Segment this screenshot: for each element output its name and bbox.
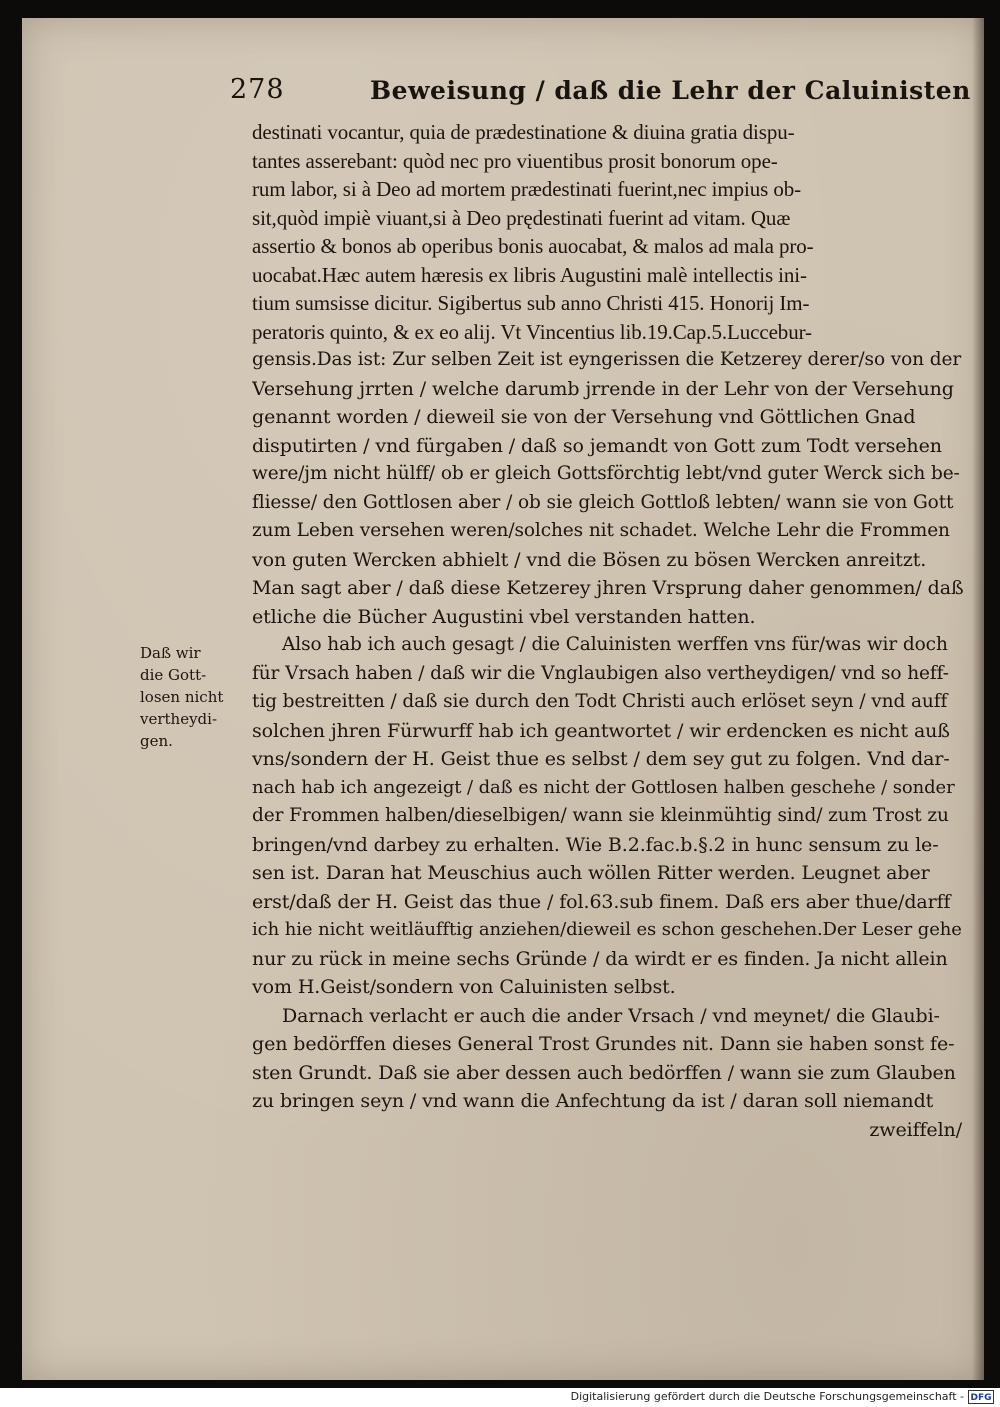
running-title: Beweisung / daß die Lehr der Caluinisten <box>370 76 971 105</box>
marginal-note-line: losen nicht <box>140 688 224 706</box>
page-number: 278 <box>230 74 285 105</box>
text-line: sten Grundt. Daß sie aber dessen auch bedörffen / wann sie zum Glauben <box>252 1061 956 1084</box>
text-line: solchen jhren Fürwurff hab ich geantwortet / wir erdencken es nicht auß <box>252 719 950 742</box>
text-line: uocabat.Hæc autem hæresis ex libris Augustini malè intellectis ini- <box>252 262 807 287</box>
text-line: nur zu rück in meine sechs Gründe / da wirdt er es finden. Ja nicht allein <box>252 947 948 970</box>
text-line: zu bringen seyn / vnd wann die Anfechtung da ist / daran soll niemandt <box>252 1090 934 1112</box>
marginal-note-line: gen. <box>140 732 173 750</box>
text-line: nach hab ich angezeigt / daß es nicht der Gottlosen halben geschehe / sonder <box>252 776 955 798</box>
text-line: vom H.Geist/sondern von Caluinisten selbst. <box>252 976 676 998</box>
marginal-note <box>140 642 252 752</box>
text-line: Versehung jrrten / welche darumb jrrende in der Lehr von der Versehung <box>252 377 954 400</box>
marginal-note-line: die Gott- <box>140 666 207 684</box>
page-edge-shadow <box>972 18 984 1380</box>
dfg-logo: DFG <box>968 1390 994 1404</box>
footer-bar <box>0 1388 1000 1407</box>
text-line: gensis.Das ist: Zur selben Zeit ist eyngerissen die Ketzerey derer/so von der <box>252 349 962 370</box>
text-line: gen bedörffen dieses General Trost Grundes nit. Dann sie haben sonst fe- <box>252 1033 955 1055</box>
paragraph-start-line: Darnach verlacht er auch die ander Vrsach / vnd meynet/ die Glaubi- <box>282 1004 940 1027</box>
text-line: von guten Wercken abhielt / vnd die Bösen zu bösen Wercken anreitzt. <box>252 548 927 571</box>
text-line: etliche die Bücher Augustini vbel verstanden hatten. <box>252 605 756 628</box>
page-header <box>230 70 971 114</box>
text-line: der Frommen halben/dieselbigen/ wann sie kleinmühtig sind/ zum Trost zu <box>252 805 949 826</box>
text-line: ich hie nicht weitläufftig anziehen/dieweil es schon geschehen.Der Leser gehe <box>252 919 962 940</box>
text-line: tantes asserebant: quòd nec pro viuentibus prosit bonorum ope- <box>252 148 778 173</box>
catchword: zweiffeln/ <box>869 1118 962 1141</box>
text-line: destinati vocantur, quia de prædestinatione & diuina gratia dispu- <box>252 120 795 144</box>
text-line: bringen/vnd darbey zu erhalten. Wie B.2.fac.b.§.2 in hunc sensum zu le- <box>252 833 939 856</box>
text-line: rum labor, si à Deo ad mortem prædestinati fuerint,nec impius ob- <box>252 177 802 201</box>
marginal-note-line: vertheydi- <box>140 710 218 728</box>
text-line: assertio & bonos ab operibus bonis auocabat, & malos ad mala pro- <box>252 234 814 258</box>
text-line: vns/sondern der H. Geist thue es selbst / dem sey gut zu folgen. Vnd dar- <box>252 748 950 770</box>
text-line: Man sagt aber / daß diese Ketzerey jhren Vrsprung daher genommen/ daß <box>252 577 964 599</box>
paragraph-start-line: Also hab ich auch gesagt / die Caluinisten werffen vns für/was wir doch <box>282 634 948 655</box>
text-line: disputirten / vnd fürgaben / daß so jemandt von Gott zum Todt versehen <box>252 434 942 457</box>
marginal-note-line: Daß wir <box>140 644 201 662</box>
text-line: sit,quòd impiè viuant,si à Deo prędestinati fuerint ad vitam. Quæ <box>252 205 791 230</box>
text-line: tig bestreitten / daß sie durch den Todt Christi auch erlöset seyn / vnd auff <box>252 691 948 712</box>
funding-credit: Digitalisierung gefördert durch die Deutsche Forschungsgemeinschaft - <box>570 1390 964 1403</box>
text-line: erst/daß der H. Geist das thue / fol.63.sub finem. Daß ers aber thue/darff <box>252 890 951 913</box>
text-line: zum Leben versehen weren/solches nit schadet. Welche Lehr die Frommen <box>252 520 950 541</box>
text-line: für Vrsach haben / daß wir die Vnglaubigen also vertheydigen/ vnd so heff- <box>252 662 949 684</box>
body-text <box>252 118 964 1144</box>
text-line: peratoris quinto, & ex eo alij. Vt Vincentius lib.19.Cap.5.Luccebur- <box>252 319 812 344</box>
text-line: were/jm nicht hülff/ ob er gleich Gottsförchtig lebt/vnd guter Werck sich be- <box>252 463 960 484</box>
text-line: tium sumsisse dicitur. Sigibertus sub anno Christi 415. Honorij Im- <box>252 291 810 315</box>
text-line: genannt worden / dieweil sie von der Versehung vnd Göttlichen Gnad <box>252 406 916 428</box>
text-line: fliesse/ den Gottlosen aber / ob sie gleich Gottloß lebten/ wann sie von Gott <box>252 491 954 513</box>
text-line: sen ist. Daran hat Meuschius auch wöllen Ritter werden. Leugnet aber <box>252 862 930 884</box>
